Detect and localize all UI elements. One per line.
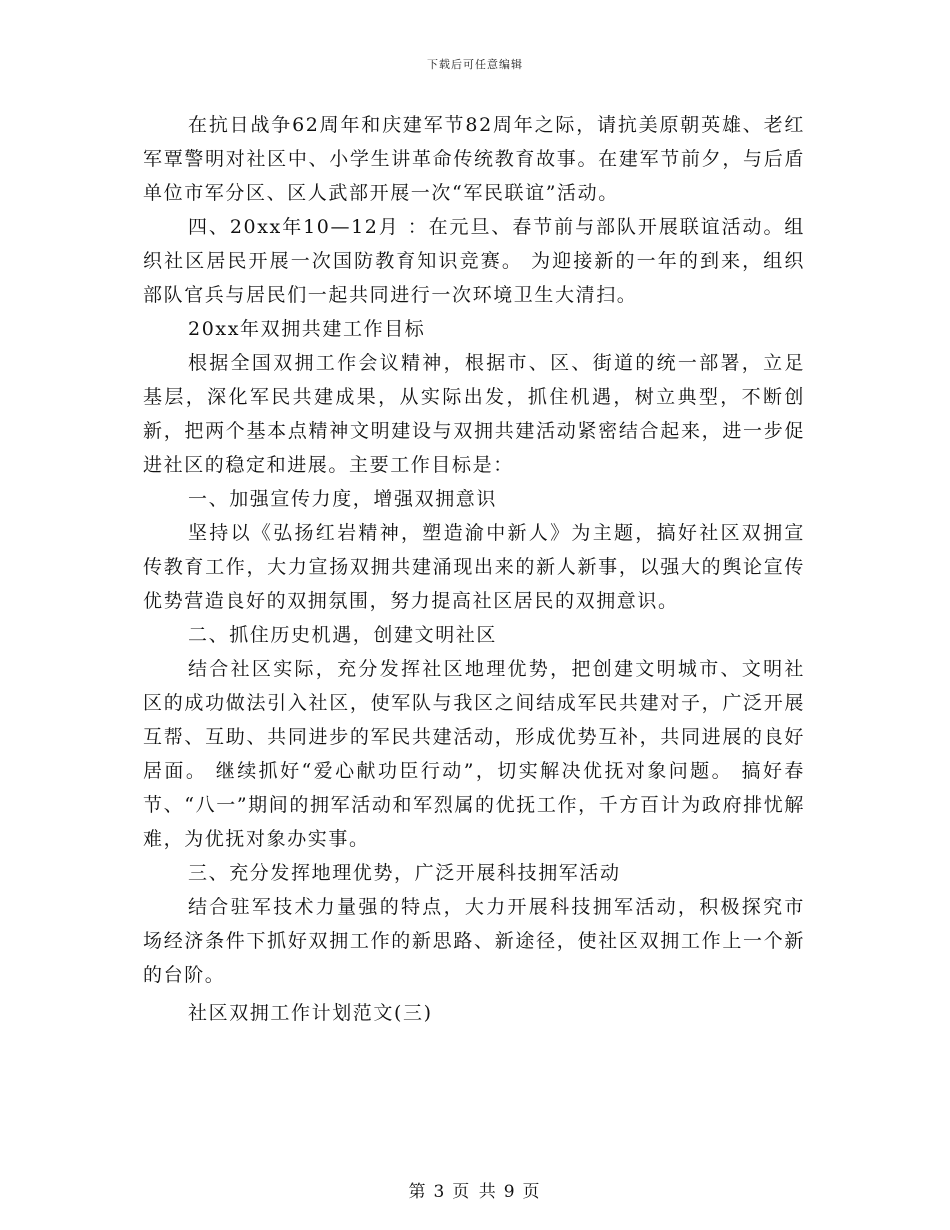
page-number: 3: [433, 1182, 447, 1202]
header-note: 下载后可任意编辑: [427, 58, 523, 71]
paragraph-goal-three: 结合驻军技术力量强的特点，大力开展科技拥军活动，积极探究市场经济条件下抓好双拥工作的新思路、新途径，使社区双拥工作上一个新的台阶。: [143, 896, 805, 986]
footer-prefix: 第: [408, 1182, 428, 1202]
heading-next-section: 社区双拥工作计划范文(三): [188, 1002, 433, 1024]
heading-goal-two: 二、抓住历史机遇，创建文明社区: [188, 624, 498, 646]
footer-mid: 页 共: [452, 1182, 498, 1202]
footer-suffix: 页: [522, 1182, 542, 1202]
heading-work-goals: 20xx年双拥共建工作目标: [188, 318, 426, 340]
paragraph-goals-intro: 根据全国双拥工作会议精神，根据市、区、街道的统一部署，立足基层，深化军民共建成果，从实际出发，抓住机遇，树立典型，不断创新，把两个基本点精神文明建设与双拥共建活动紧密结合起来，进一步促进社区的稳定和进展。主要工作目标是：: [143, 352, 805, 476]
paragraph-section-four: 四、20xx年10—12月 ：在元旦、春节前与部队开展联谊活动。组织社区居民开展一次国防教育知识竞赛。 为迎接新的一年的到来，组织部队官兵与居民们一起共同进行一次环境卫生大清扫。: [143, 216, 805, 306]
heading-goal-one: 一、加强宣传力度，增强双拥意识: [188, 488, 498, 510]
document-body: [143, 108, 805, 1030]
paragraph-goal-one: 坚持以《弘扬红岩精神，塑造渝中新人》为主题，搞好社区双拥宣传教育工作，大力宣扬双拥共建涌现出来的新人新事，以强大的舆论宣传优势营造良好的双拥氛围，努力提高社区居民的双拥意识。: [143, 522, 805, 612]
page-footer: [0, 1177, 950, 1202]
paragraph-goal-two: 结合社区实际，充分发挥社区地理优势，把创建文明城市、文明社区的成功做法引入社区，使军队与我区之间结成军民共建对子，广泛开展互帮、互助、共同进步的军民共建活动，形成优势互补，共同进展的良好居面。 继续抓好“爱心献功臣行动”，切实解决优抚对象问题。 搞好春节、“八一”期间的拥军活动和军烈属的优抚工作，千方百计为政府排忧解难，为优抚对象办实事。: [143, 658, 805, 850]
total-pages: 9: [503, 1182, 517, 1202]
paragraph-activity-intro: 在抗日战争62周年和庆建军节82周年之际，请抗美原朝英雄、老红军覃警明对社区中、小学生讲革命传统教育故事。在建军节前夕，与后盾单位市军分区、区人武部开展一次“军民联谊”活动。: [143, 114, 805, 204]
heading-goal-three: 三、充分发挥地理优势，广泛开展科技拥军活动: [188, 862, 621, 884]
